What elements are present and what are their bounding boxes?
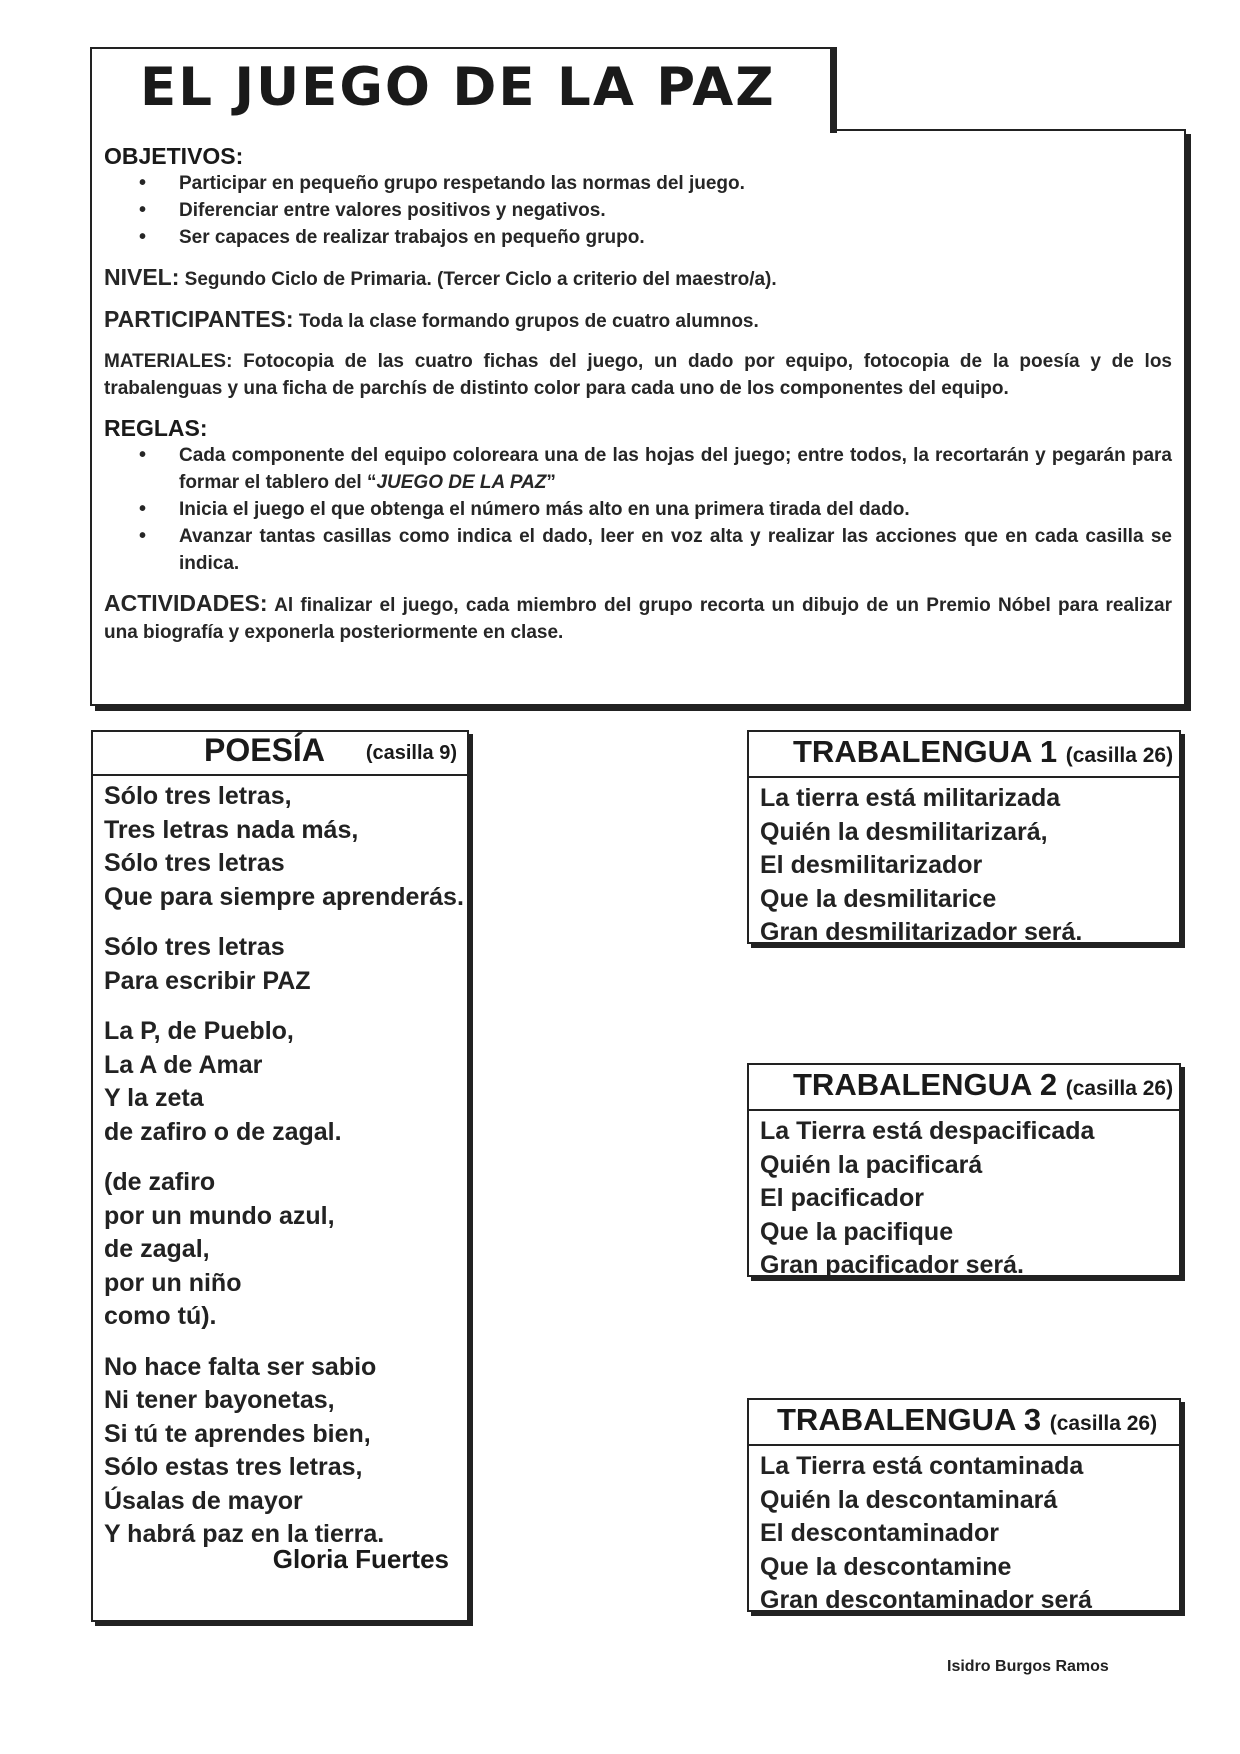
poem-line: Y la zeta	[104, 1084, 204, 1112]
poem-line: como tú).	[104, 1302, 217, 1330]
poem-line: La P, de Pueblo,	[104, 1017, 294, 1045]
trabalengua-line: Que la descontamine	[760, 1552, 1012, 1581]
poem-line: Si tú te aprendes bien,	[104, 1419, 371, 1448]
actividades-label: ACTIVIDADES:	[104, 590, 268, 616]
participantes-label: PARTICIPANTES:	[104, 306, 294, 332]
poem-author: Gloria Fuertes	[272, 1544, 449, 1574]
poem-line: Sólo tres letras,	[104, 782, 292, 810]
title-tab	[90, 47, 832, 133]
trabalengua-line: Quién la descontaminará	[760, 1485, 1058, 1514]
poesia-subtitle: (casilla 9)	[365, 742, 457, 764]
poem-line: No hace falta ser sabio	[104, 1352, 377, 1381]
trabalengua-line: La tierra está militarizada	[760, 784, 1061, 812]
poem-stanza	[104, 780, 467, 914]
trabalengua-line: La Tierra está contaminada	[760, 1452, 1084, 1480]
reglas-heading: REGLAS:	[104, 415, 208, 441]
trabalengua-line: Quién la desmilitarizará,	[760, 817, 1048, 846]
regla-item	[179, 442, 1172, 496]
participantes-paragraph	[104, 306, 1172, 335]
poem-stanza	[104, 1351, 467, 1552]
trabalengua-3-box	[747, 1398, 1181, 1612]
trabalengua-1-body	[749, 778, 1179, 950]
poem-line: Y habrá paz en la tierra.	[104, 1520, 385, 1548]
trabalengua-2-header	[749, 1065, 1179, 1111]
poem-line: por un niño	[104, 1268, 242, 1297]
nivel-label: NIVEL:	[104, 264, 180, 290]
materiales-paragraph	[104, 348, 1172, 402]
objetivo-item: • Diferenciar entre valores positivos y negativos.	[179, 197, 1172, 224]
trabalengua-3-body	[749, 1446, 1179, 1618]
poem-stanza	[104, 931, 467, 998]
trabalengua-2-title	[793, 1067, 1173, 1103]
poem-line: de zagal,	[104, 1235, 210, 1263]
trabalengua-2-box	[747, 1063, 1181, 1277]
info-box	[90, 129, 1186, 706]
trabalengua-line: Gran desmilitarizador será.	[760, 918, 1083, 946]
objetivo-item: • Ser capaces de realizar trabajos en pequeño grupo.	[179, 224, 1172, 251]
trabalengua-line: El pacificador	[760, 1184, 924, 1212]
poem-line: de zafiro o de zagal.	[104, 1117, 342, 1146]
poem-line: (de zafiro	[104, 1168, 216, 1196]
actividades-paragraph	[104, 590, 1172, 646]
trabalengua-line: Que la desmilitarice	[760, 884, 997, 913]
trabalengua-2-body	[749, 1111, 1179, 1283]
trabalengua-3-title-text: TRABALENGUA 3	[777, 1402, 1042, 1437]
poesia-header	[93, 732, 467, 776]
trabalengua-3-header	[749, 1400, 1179, 1446]
trabalengua-2-subtitle: (casilla 26)	[1065, 1077, 1174, 1100]
materiales-label: MATERIALES:	[104, 351, 233, 372]
poem-line: Que para siempre aprenderás.	[104, 882, 464, 911]
trabalengua-1-title	[793, 734, 1173, 770]
poem-stanza	[104, 1015, 467, 1149]
trabalengua-line: Gran pacificador será.	[760, 1251, 1025, 1279]
actividades-text: Al finalizar el juego, cada miembro del grupo recorta un dibujo de un Premio Nóbel para realizar una biografía y exponerla posteriormente en clase.	[104, 595, 1172, 643]
nivel-text: Segundo Ciclo de Primaria. (Tercer Ciclo a criterio del maestro/a).	[179, 269, 777, 290]
poem-line: Tres letras nada más,	[104, 815, 359, 844]
poem-line: Sólo tres letras	[104, 933, 285, 961]
trabalengua-line: El descontaminador	[760, 1519, 999, 1547]
info-content	[104, 143, 1172, 646]
trabalengua-3-title	[777, 1402, 1157, 1438]
poesia-body	[93, 776, 467, 1552]
regla-1-italic: JUEGO DE LA PAZ	[376, 472, 547, 493]
trabalengua-line: El desmilitarizador	[760, 851, 983, 879]
trabalengua-1-box	[747, 730, 1181, 944]
poem-line: por un mundo azul,	[104, 1201, 335, 1230]
regla-1-text: Cada componente del equipo coloreara una de las hojas del juego; entre todos, la recortarán y pegarán para formar el tablero del “	[179, 445, 1172, 493]
materiales-text: Fotocopia de las cuatro fichas del juego, un dado por equipo, fotocopia de la poesía y de los trabalenguas y una ficha de parchís de distinto color para cada uno de los componentes del equipo.	[104, 351, 1172, 399]
objetivos-list	[104, 170, 1172, 251]
poem-line: Úsalas de mayor	[104, 1486, 303, 1515]
regla-item: • Inicia el juego el que obtenga el número más alto en una primera tirada del dado.	[179, 496, 1172, 523]
poem-line: Sólo estas tres letras,	[104, 1453, 363, 1481]
trabalengua-2-title-text: TRABALENGUA 2	[793, 1067, 1058, 1102]
author-credit: Isidro Burgos Ramos	[947, 1658, 1109, 1675]
trabalengua-line: Que la pacifique	[760, 1217, 954, 1246]
poesia-title: POESÍA	[204, 732, 325, 768]
regla-1-end: ”	[546, 472, 556, 493]
poem-stanza	[104, 1166, 467, 1334]
trabalengua-1-title-text: TRABALENGUA 1	[793, 734, 1058, 769]
trabalengua-1-subtitle: (casilla 26)	[1065, 744, 1174, 767]
regla-item: • Avanzar tantas casillas como indica el dado, leer en voz alta y realizar las acciones que en cada casilla se indica.	[179, 523, 1172, 577]
objetivo-item: • Participar en pequeño grupo respetando las normas del juego.	[179, 170, 1172, 197]
page-title: EL JUEGO DE LA PAZ	[140, 57, 776, 118]
trabalengua-1-header	[749, 732, 1179, 778]
poesia-box	[91, 730, 469, 1622]
poem-line: Para escribir PAZ	[104, 966, 311, 995]
poem-line: La A de Amar	[104, 1050, 263, 1079]
participantes-text: Toda la clase formando grupos de cuatro alumnos.	[293, 311, 759, 332]
poem-line: Ni tener bayonetas,	[104, 1386, 335, 1414]
trabalengua-3-subtitle: (casilla 26)	[1049, 1412, 1158, 1435]
poem-line: Sólo tres letras	[104, 849, 285, 877]
trabalengua-line: Gran descontaminador será	[760, 1586, 1093, 1614]
reglas-list	[104, 442, 1172, 577]
trabalengua-line: Quién la pacificará	[760, 1150, 983, 1179]
nivel-paragraph	[104, 264, 1172, 293]
trabalengua-line: La Tierra está despacificada	[760, 1117, 1095, 1145]
objetivos-heading: OBJETIVOS:	[104, 143, 244, 169]
